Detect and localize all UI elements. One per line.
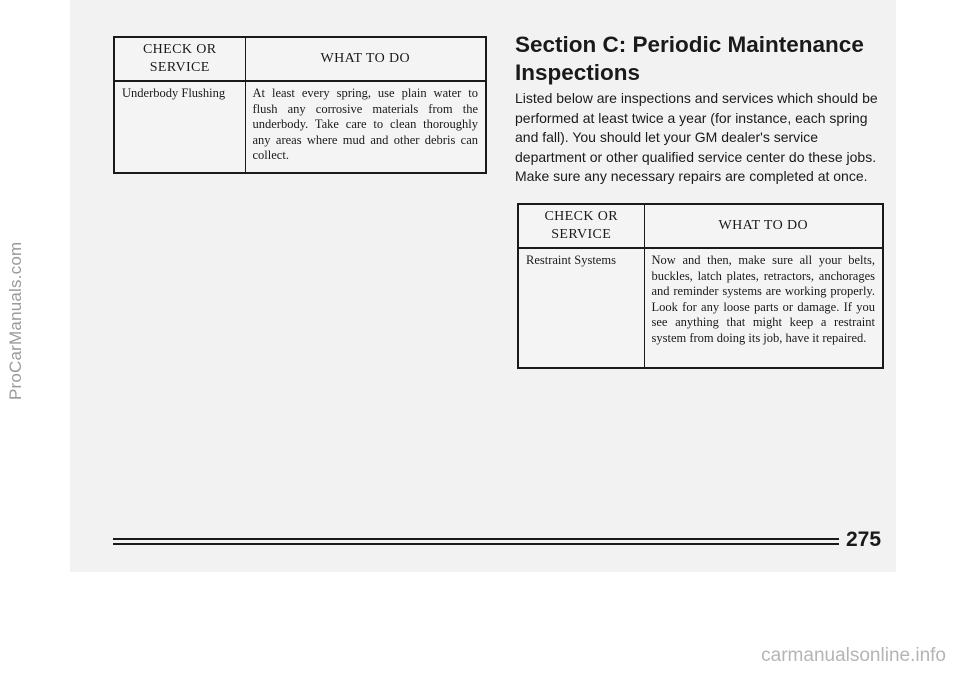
bottom-watermark: carmanualsonline.info [761, 645, 946, 666]
service-item: Underbody Flushing [114, 81, 245, 173]
page-number: 275 [846, 528, 882, 551]
column-header-what-to-do: WHAT TO DO [245, 37, 486, 81]
section-intro: Listed below are inspections and services which should be performed at least twice a year (for instance, each spring and fall). You should let your GM dealer's service department or other qualified service center do these jobs. Make sure any necessary repairs are completed at once. [515, 90, 878, 184]
footer-rule [113, 538, 839, 540]
table-row [518, 248, 883, 368]
service-instructions: At least every spring, use plain water to flush any corrosive materials from the underbody. Take care to clean thoroughly any areas where mud and other debris can collect. [245, 81, 486, 173]
column-header-check-or-service: CHECK OR SERVICE [114, 37, 245, 81]
service-item: Restraint Systems [518, 248, 644, 368]
restraint-inspection-table [517, 203, 884, 369]
service-instructions: Now and then, make sure all your belts, buckles, latch plates, retractors, anchorages and reminder systems are working properly. Look for any loose parts or damage. If you see anything that might keep a restraint system from doing its job, have it repaired. [644, 248, 883, 368]
table-row [114, 81, 486, 173]
column-header-what-to-do: WHAT TO DO [644, 204, 883, 248]
footer-rule [113, 543, 839, 545]
section-title: Section C: Periodic Maintenance Inspections [515, 32, 864, 85]
column-header-check-or-service: CHECK OR SERVICE [518, 204, 644, 248]
underbody-maintenance-table [113, 36, 487, 174]
side-watermark: ProCarManuals.com [6, 241, 25, 400]
